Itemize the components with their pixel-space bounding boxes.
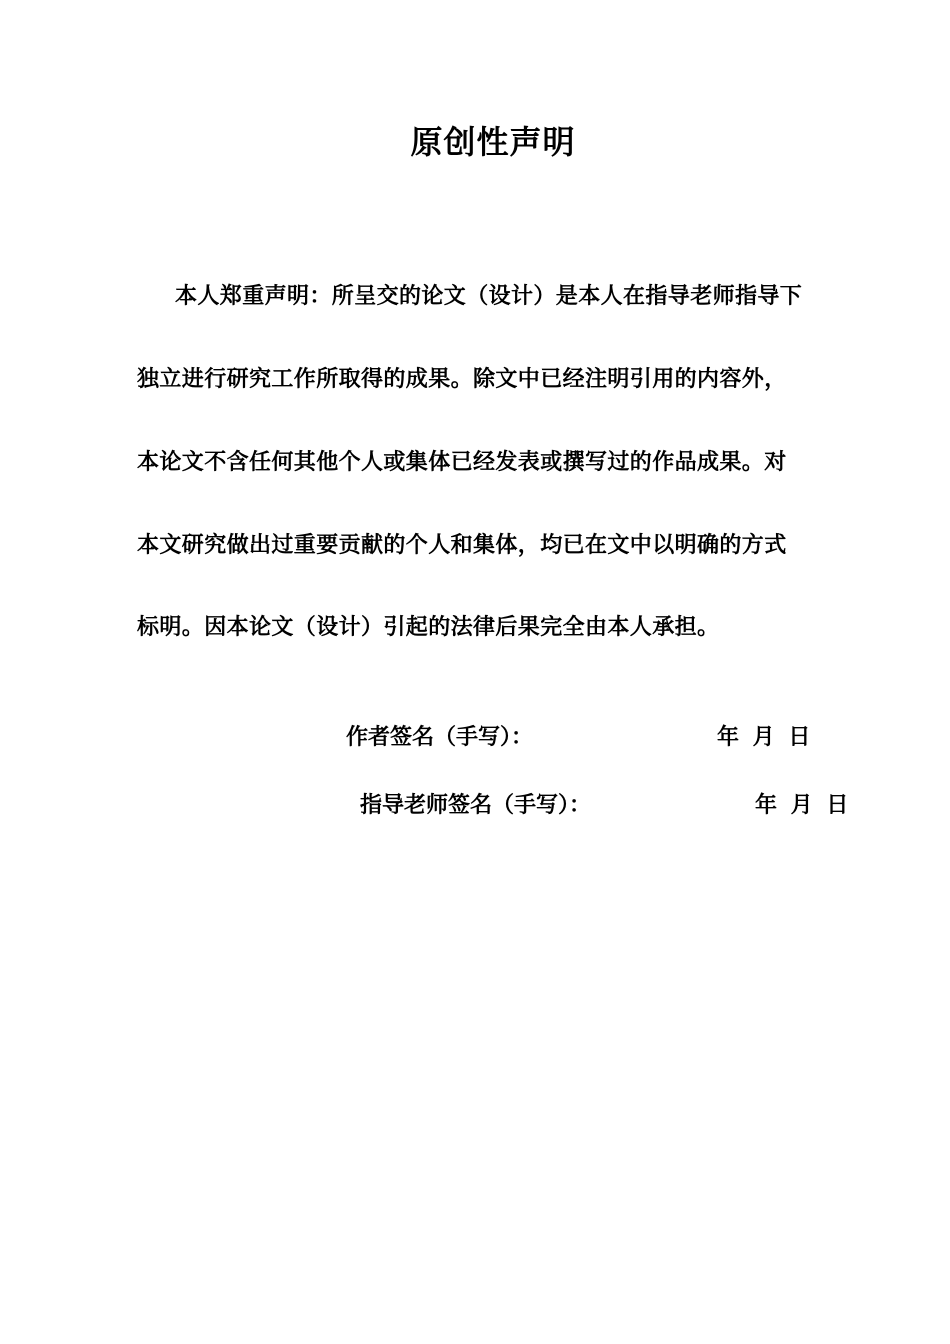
paragraph-line-2: 独立进行研究工作所取得的成果。除文中已经注明引用的内容外， (137, 367, 787, 392)
advisor-signature-date: 年 月 日 (755, 793, 849, 818)
author-signature-label: 作者签名（手写）： (346, 725, 534, 750)
page-title: 原创性声明 (410, 123, 576, 161)
paragraph-line-5: 标明。因本论文（设计）引起的法律后果完全由本人承担。 (137, 615, 720, 640)
author-signature-date: 年 月 日 (717, 725, 811, 750)
paragraph-line-1: 本人郑重声明：所呈交的论文（设计）是本人在指导老师指导下 (175, 284, 803, 309)
paragraph-line-4: 本文研究做出过重要贡献的个人和集体，均已在文中以明确的方式 (137, 533, 787, 558)
paragraph-line-3: 本论文不含任何其他个人或集体已经发表或撰写过的作品成果。对 (137, 450, 787, 475)
advisor-signature-label: 指导老师签名（手写）： (360, 793, 592, 818)
